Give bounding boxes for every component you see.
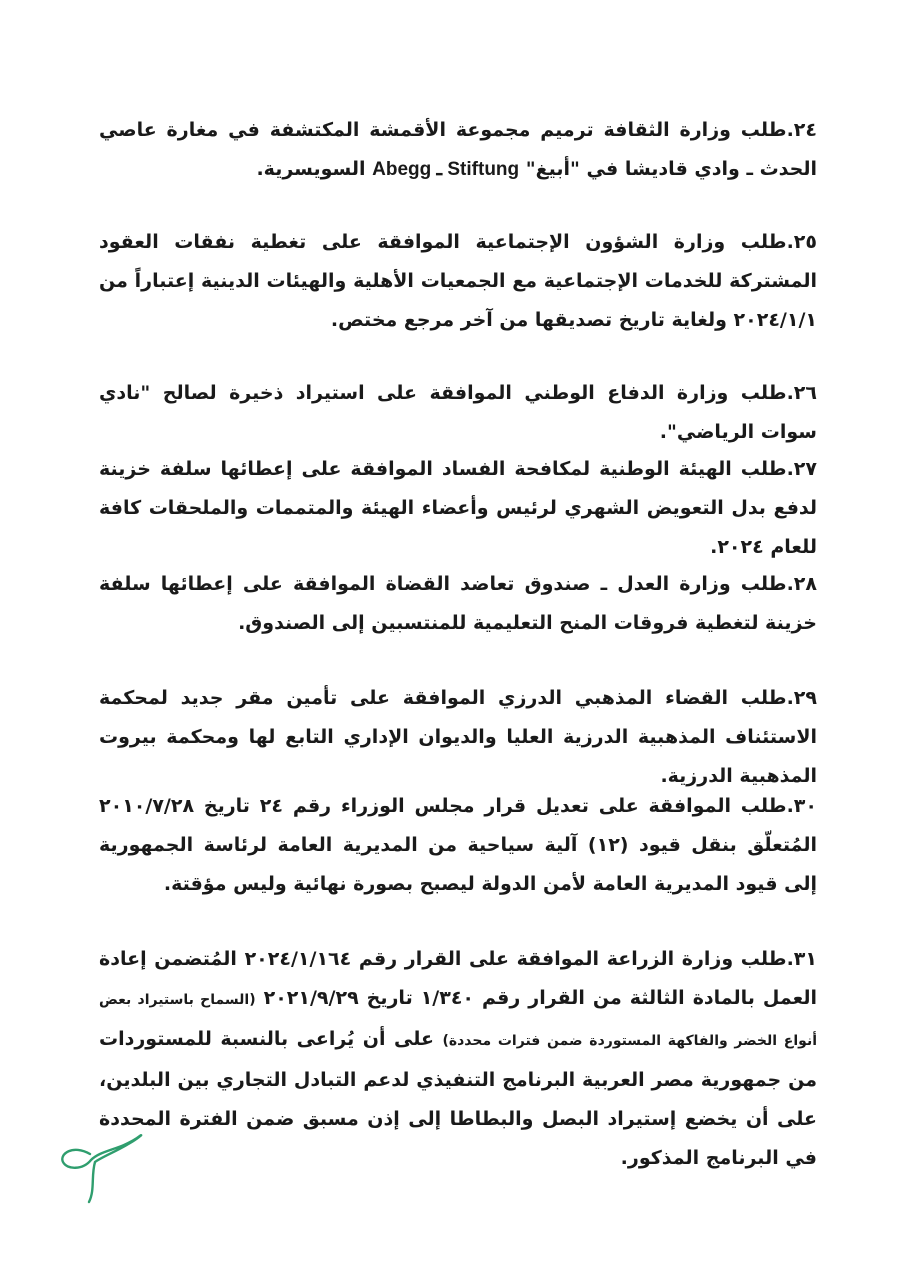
item-number: ٢٧.	[786, 458, 817, 480]
item-text: طلب وزارة الزراعة الموافقة على القرار رقم ٢٠٢٤/١/١٦٤ المُتضمن إعادة العمل بالمادة الثالثة من القرار رقم ١/٣٤٠ تاريخ ٢٠٢١/٩/٢٩	[99, 948, 817, 1009]
agenda-item-31	[99, 940, 817, 1178]
item-number: ٢٦.	[786, 382, 817, 404]
agenda-item-27	[99, 450, 817, 567]
item-text-end: السويسرية.	[256, 158, 373, 180]
item-number: ٣٠.	[786, 795, 817, 817]
item-number: ٢٥.	[786, 231, 817, 253]
item-number: ٢٩.	[786, 687, 817, 709]
item-text: طلب الموافقة على تعديل قرار مجلس الوزراء رقم ٢٤ تاريخ ٢٠١٠/٧/٢٨ المُتعلّق بنقل قيود (١٢) آلية سياحية من المديرية العامة لرئاسة الجمهورية إلى قيود المديرية العامة لأمن الدولة ليصبح بصورة نهائية وليس مؤقتة.	[99, 795, 818, 895]
agenda-item-30	[99, 787, 817, 904]
item-text: طلب القضاء المذهبي الدرزي الموافقة على تأمين مقر جديد لمحكمة الاستئناف المذهبية الدرزية العليا والديوان الإداري التابع لها ومحكمة بيروت المذهبية الدرزية.	[99, 687, 817, 787]
item-number: ٣١.	[786, 948, 817, 970]
item-text: طلب وزارة الشؤون الإجتماعية الموافقة على تغطية نفقات العقود المشتركة للخدمات الإجتماعية مع الجمعيات الأهلية والهيئات الدينية إعتباراً من ٢٠٢٤/١/١ ولغاية تاريخ تصديقها من آخر مرجع مختص.	[99, 231, 817, 331]
agenda-item-24	[99, 111, 817, 189]
item-number: ٢٤.	[786, 119, 817, 141]
agenda-item-26	[99, 374, 817, 452]
item-parenthetical: (السماح باستيراد بعض أنواع الخضر والفاكهة المستوردة ضمن فترات محددة)	[99, 992, 818, 1049]
item-text: طلب وزارة الدفاع الوطني الموافقة على استيراد ذخيرة لصالح "نادي سوات الرياضي".	[99, 382, 817, 443]
item-text: طلب وزارة العدل ـ صندوق تعاضد القضاة الموافقة على إعطائها سلفة خزينة لتغطية فروقات المنح التعليمية للمنتسبين إلى الصندوق.	[99, 573, 817, 634]
handwritten-signature	[55, 1130, 150, 1205]
item-text: طلب الهيئة الوطنية لمكافحة الفساد الموافقة على إعطائها سلفة خزينة لدفع بدل التعويض الشهري لرئيس وأعضاء الهيئة والمتممات والملحقات كافة للعام ٢٠٢٤.	[99, 458, 817, 558]
item-text-end: على أن يُراعى بالنسبة للمستوردات من جمهورية مصر العربية البرنامج التنفيذي لدعم التبادل التجاري بين البلدين، على أن يخضع إستيراد البصل والبطاطا إلى إذن مسبق ضمن الفترة المحددة في البرنامج المذكور.	[99, 1028, 817, 1169]
item-text: طلب وزارة الثقافة ترميم مجموعة الأقمشة المكتشفة في مغارة عاصي الحدث ـ وادي قاديشا في "أبيغ"	[99, 119, 817, 180]
agenda-item-28	[99, 565, 817, 643]
agenda-item-29	[99, 679, 817, 796]
item-number: ٢٨.	[786, 573, 817, 595]
agenda-item-25	[99, 223, 817, 340]
item-latin-name: Abegg ـ Stiftung	[372, 159, 520, 180]
